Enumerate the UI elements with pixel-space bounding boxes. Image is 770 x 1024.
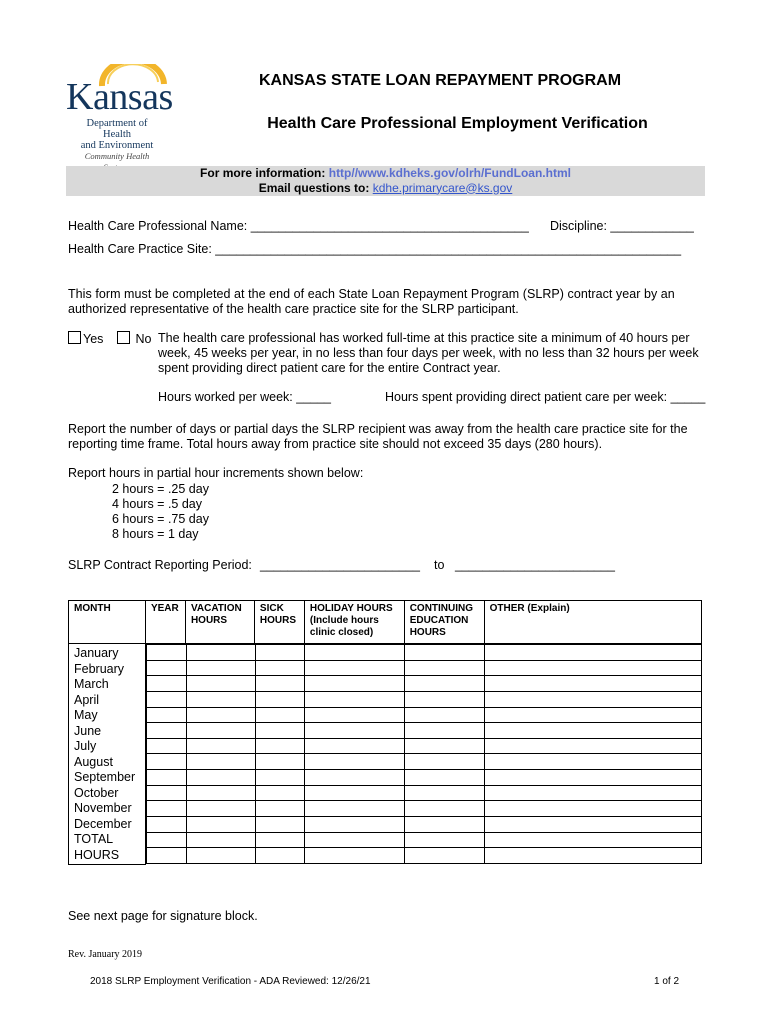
entry-cell[interactable] (255, 848, 305, 864)
form-identifier: 2018 SLRP Employment Verification - ADA Reviewed: 12/26/21 (90, 976, 371, 987)
entry-cell[interactable] (146, 754, 186, 770)
entry-cell[interactable] (255, 770, 305, 786)
entry-cell[interactable] (255, 785, 305, 801)
entry-row (146, 848, 701, 864)
entry-cell[interactable] (146, 848, 186, 864)
col-holiday: HOLIDAY HOURS (Include hours clinic closed) (304, 601, 404, 644)
increment-item: 8 hours = 1 day (112, 527, 199, 541)
entry-cell[interactable] (255, 645, 305, 661)
logo-department: Department of Health and Environment Community Health (80, 118, 154, 161)
month-label: December (74, 816, 132, 831)
entry-cell[interactable] (146, 660, 186, 676)
entry-cell[interactable] (404, 676, 484, 692)
fulltime-statement: The health care professional has worked full-time at this practice site a minimum of 40 hours per week, 45 weeks per year, in no less than four days per week, with no less than 32 hours per week spent providing direct patient care for the entire Contract year. (158, 331, 699, 375)
discipline-field[interactable]: Discipline: ____________ (550, 219, 694, 233)
entry-cell[interactable] (186, 848, 255, 864)
entry-row (146, 660, 701, 676)
entry-cell[interactable] (305, 770, 405, 786)
entry-cell[interactable] (146, 645, 186, 661)
more-info-label: For more information: (200, 166, 326, 180)
entry-cell[interactable] (484, 832, 701, 848)
col-sick: SICK HOURS (254, 601, 304, 644)
entry-cell[interactable] (186, 770, 255, 786)
entry-cell[interactable] (186, 738, 255, 754)
entry-cell[interactable] (255, 691, 305, 707)
entry-cell[interactable] (404, 738, 484, 754)
entry-cell[interactable] (484, 707, 701, 723)
entry-cell[interactable] (186, 785, 255, 801)
entry-cell[interactable] (404, 770, 484, 786)
entry-row (146, 817, 701, 833)
col-other: OTHER (Explain) (484, 601, 701, 644)
hours-direct-care-field[interactable]: Hours spent providing direct patient care per week: _____ (385, 390, 706, 404)
page-title: KANSAS STATE LOAN REPAYMENT PROGRAM (258, 72, 622, 89)
entry-cell[interactable] (186, 832, 255, 848)
entry-cell[interactable] (305, 754, 405, 770)
report-paragraph: Report the number of days or partial days the SLRP recipient was away from the health care practice site for the reporting time frame. Total hours away from practice site should not exceed 35 days (280 hours). (68, 422, 688, 451)
entry-cell[interactable] (305, 645, 405, 661)
entry-cell[interactable] (186, 645, 255, 661)
entry-cell[interactable] (186, 676, 255, 692)
entry-cell[interactable] (186, 817, 255, 833)
entry-cell[interactable] (186, 691, 255, 707)
increment-list (112, 482, 209, 542)
entry-cell[interactable] (305, 723, 405, 739)
entry-cell[interactable] (404, 707, 484, 723)
entry-row (146, 723, 701, 739)
entry-row (146, 770, 701, 786)
entry-cell[interactable] (186, 660, 255, 676)
entry-cell[interactable] (404, 801, 484, 817)
month-label: August (74, 754, 113, 769)
reporting-period-end-field[interactable]: _______________________ (455, 558, 615, 572)
entry-cell[interactable] (186, 723, 255, 739)
entry-cell[interactable] (146, 832, 186, 848)
hours-away-table (68, 600, 702, 865)
entry-cell[interactable] (146, 676, 186, 692)
entry-cell[interactable] (305, 817, 405, 833)
entry-cell[interactable] (484, 645, 701, 661)
increment-item: 2 hours = .25 day (112, 482, 209, 496)
no-option[interactable]: No (117, 331, 151, 347)
increment-item: 4 hours = .5 day (112, 497, 202, 511)
entry-cell[interactable] (305, 691, 405, 707)
entry-cell[interactable] (484, 676, 701, 692)
page-subtitle: Health Care Professional Employment Verification (267, 115, 648, 132)
next-page-note: See next page for signature block. (68, 909, 258, 923)
logo-word: Kansas (66, 76, 173, 118)
month-label: February (74, 661, 125, 676)
entry-cell[interactable] (146, 770, 186, 786)
entry-cell[interactable] (404, 848, 484, 864)
col-continuing-education: CONTINUING EDUCATION HOURS (404, 601, 484, 644)
entry-row (146, 832, 701, 848)
entry-cell[interactable] (255, 832, 305, 848)
month-label: January (74, 646, 119, 660)
professional-name-field[interactable]: Health Care Professional Name: ________________________________________ (68, 219, 529, 233)
entry-row (146, 738, 701, 754)
entry-cell[interactable] (305, 707, 405, 723)
month-label: July (74, 739, 97, 753)
reporting-period-start-field[interactable]: _______________________ (260, 558, 420, 572)
entry-cell[interactable] (484, 770, 701, 786)
entry-cell[interactable] (186, 707, 255, 723)
yes-checkbox[interactable] (68, 331, 81, 344)
entry-cell[interactable] (146, 785, 186, 801)
month-label: September (74, 770, 136, 784)
reporting-period-label: SLRP Contract Reporting Period: (68, 558, 252, 572)
total-label: TOTAL (74, 832, 114, 846)
month-label: October (74, 785, 119, 800)
entry-cell[interactable] (146, 817, 186, 833)
entry-cell[interactable] (305, 738, 405, 754)
entry-cell[interactable] (404, 817, 484, 833)
entry-cell[interactable] (255, 754, 305, 770)
month-label: June (74, 723, 102, 738)
entry-cell[interactable] (404, 645, 484, 661)
entry-cell[interactable] (186, 754, 255, 770)
yes-option[interactable]: Yes (68, 331, 103, 347)
entry-row (146, 707, 701, 723)
col-month: MONTH (69, 601, 146, 644)
entry-row (146, 676, 701, 692)
entry-cell[interactable] (404, 832, 484, 848)
no-checkbox[interactable] (117, 331, 130, 344)
entry-row (146, 645, 701, 661)
entry-row (146, 691, 701, 707)
revision-date: Rev. January 2019 (68, 949, 143, 960)
entry-cell[interactable] (255, 801, 305, 817)
entry-cell[interactable] (404, 660, 484, 676)
entry-cell[interactable] (404, 785, 484, 801)
entry-cell[interactable] (186, 801, 255, 817)
intro-paragraph: This form must be completed at the end of each State Loan Repayment Program (SLRP) contract year by an authorized representative of the health care practice site for the SLRP participant. (68, 287, 675, 316)
total-label: HOURS (74, 847, 120, 862)
entry-cell[interactable] (484, 723, 701, 739)
entry-row (146, 754, 701, 770)
entry-cell[interactable] (255, 723, 305, 739)
entry-cell[interactable] (255, 707, 305, 723)
entry-cell[interactable] (305, 848, 405, 864)
entry-cell[interactable] (146, 723, 186, 739)
entry-cell[interactable] (305, 785, 405, 801)
entry-cell[interactable] (484, 801, 701, 817)
email-link[interactable]: kdhe.primarycare@ks.gov (372, 180, 513, 195)
entry-cell[interactable] (255, 660, 305, 676)
entry-cell[interactable] (484, 754, 701, 770)
month-label: November (74, 801, 132, 815)
entry-cell[interactable] (255, 738, 305, 754)
hours-worked-field[interactable]: Hours worked per week: _____ (158, 390, 332, 404)
entry-grid (145, 644, 701, 865)
month-label: March (74, 677, 109, 691)
practice-site-field[interactable]: Health Care Practice Site: ___________________________________________________________________ (68, 242, 682, 256)
entry-cell[interactable] (305, 801, 405, 817)
entry-cell[interactable] (146, 707, 186, 723)
entry-cell[interactable] (404, 691, 484, 707)
col-year: YEAR (145, 601, 185, 644)
email-label: Email questions to: (258, 180, 370, 195)
entry-grid-table (146, 644, 702, 864)
increment-item: 6 hours = .75 day (112, 512, 209, 526)
entry-row (146, 801, 701, 817)
entry-cell[interactable] (404, 754, 484, 770)
entry-row (146, 785, 701, 801)
info-bar (66, 166, 705, 196)
month-label: May (74, 708, 98, 722)
page-number: 1 of 2 (654, 976, 680, 987)
entry-cell[interactable] (404, 723, 484, 739)
entry-cell[interactable] (484, 660, 701, 676)
entry-cell[interactable] (305, 832, 405, 848)
entry-cell[interactable] (255, 817, 305, 833)
entry-cell[interactable] (146, 738, 186, 754)
reporting-period-to: to (434, 558, 445, 572)
month-list (69, 644, 146, 865)
entry-cell[interactable] (305, 676, 405, 692)
entry-cell[interactable] (484, 691, 701, 707)
entry-cell[interactable] (484, 848, 701, 864)
month-label: April (74, 692, 100, 707)
entry-cell[interactable] (255, 676, 305, 692)
entry-cell[interactable] (146, 801, 186, 817)
entry-cell[interactable] (305, 660, 405, 676)
partial-hours-heading: Report hours in partial hour increments shown below: (68, 466, 364, 480)
entry-cell[interactable] (484, 817, 701, 833)
entry-cell[interactable] (146, 691, 186, 707)
col-vacation: VACATION HOURS (185, 601, 254, 644)
more-info-link[interactable]: http//www.kdheks.gov/olrh/FundLoan.html (328, 166, 571, 180)
entry-cell[interactable] (484, 738, 701, 754)
entry-cell[interactable] (484, 785, 701, 801)
